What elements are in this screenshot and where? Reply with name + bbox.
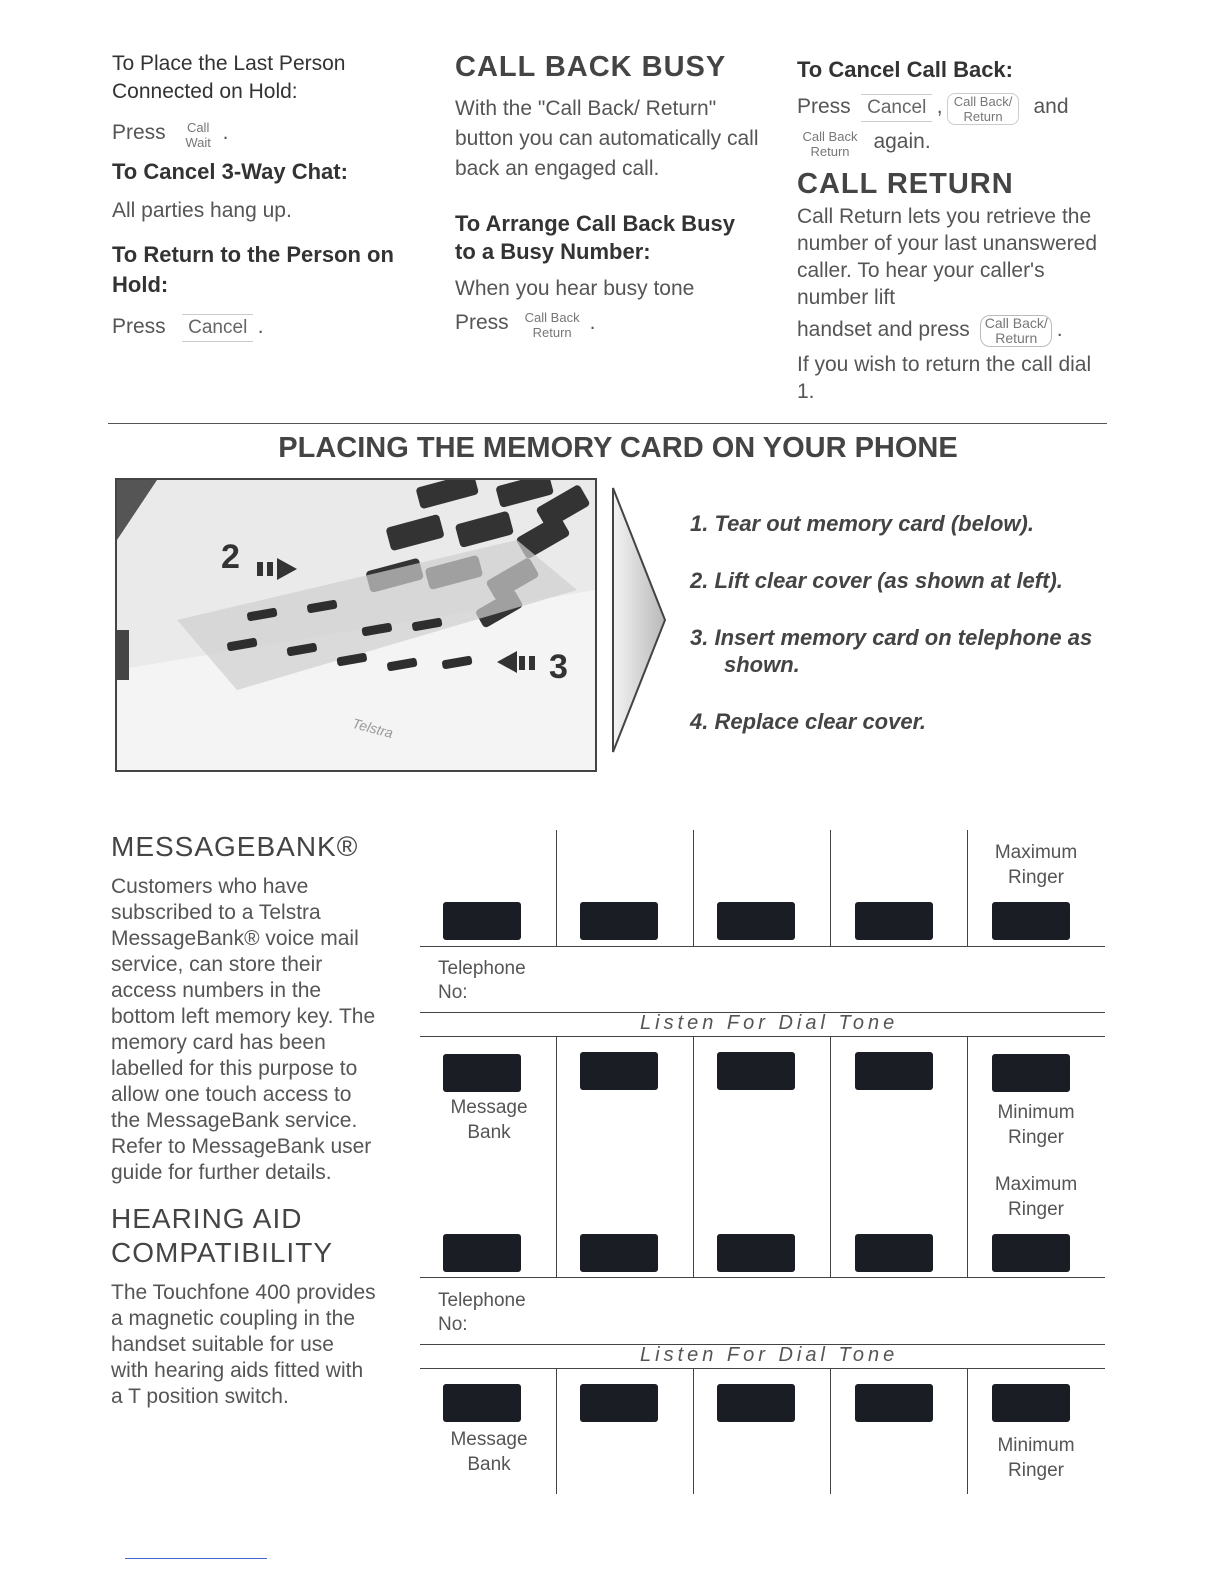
minimum-ringer-label-1: Minimum Ringer [997, 1102, 1075, 1148]
message-label: Message [450, 1097, 528, 1118]
step-1: 1. Tear out memory card (below). [690, 511, 1034, 536]
memory-key-12 [580, 1234, 658, 1272]
messagebank-title: MESSAGEBANK® [111, 831, 359, 862]
call-back-return-key-3: Call Back/ Return [980, 315, 1052, 347]
call-back-return-key-1: Call Back/ Return [947, 93, 1019, 125]
memory-card [420, 830, 1105, 1510]
memory-key-18 [717, 1384, 795, 1422]
section-divider [108, 423, 1107, 424]
call-back-busy-title: CALL BACK BUSY [455, 51, 727, 83]
comma: , [936, 95, 943, 118]
again-text: again. [873, 129, 931, 153]
call-back-busy-intro: With the "Call Back/ Return" button you can automatically call back an engaged call. [455, 97, 759, 180]
step-3: 3. Insert memory card on telephone as shown. [690, 625, 1093, 677]
memory-key-3 [717, 902, 795, 940]
step-2-marker: 2 [221, 538, 240, 576]
hearing-aid-title: HEARING AID COMPATIBILITY [111, 1203, 333, 1268]
call-return-text: Call Return lets you retrieve the number of your last unanswered caller. To hear your caller's number lift [797, 204, 1097, 309]
heading-return-on-hold: To Return to the Person on Hold: [112, 241, 394, 297]
arrow-shape [610, 485, 670, 755]
call-back-return-key: Call Back Return [524, 309, 580, 340]
listen-dial-tone-2: Listen For Dial Tone [640, 1344, 899, 1366]
call-back-again-line [797, 127, 1107, 159]
memory-key-8 [717, 1052, 795, 1090]
memory-key-15 [992, 1234, 1070, 1272]
message-bank-label-1 [434, 1095, 544, 1145]
listen-dial-tone-1: Listen For Dial Tone [640, 1012, 899, 1034]
message-label: Message [450, 1429, 528, 1450]
press-cancel-call-back-line [797, 92, 1107, 125]
memory-key-4 [855, 902, 933, 940]
memory-key-16 [443, 1384, 521, 1422]
hold-instructions [112, 50, 412, 342]
and-text: and [1033, 95, 1069, 118]
call-back-busy-section [455, 50, 765, 340]
telephone-label-1: Telephone [438, 958, 526, 979]
period: . [222, 121, 229, 144]
call-wait-key: Call Wait [185, 119, 211, 150]
minimum-ringer-label-2: Minimum Ringer [997, 1435, 1075, 1481]
memory-key-6 [443, 1054, 521, 1092]
memory-key-7 [580, 1052, 658, 1090]
memory-key-11 [443, 1234, 521, 1272]
call-return-title: CALL RETURN [797, 167, 1014, 200]
telephone-no-label-2: No: [438, 1314, 468, 1335]
period: . [257, 314, 264, 338]
telephone-no-label-1: No: [438, 982, 468, 1003]
memory-key-20 [992, 1384, 1070, 1422]
telephone-label-2: Telephone [438, 1290, 526, 1311]
return-call-text: If you wish to return the call dial 1. [797, 353, 1092, 404]
press-text-2: Press [112, 314, 166, 338]
memory-key-14 [855, 1234, 933, 1272]
press-cancel-line [112, 312, 412, 342]
heading-cancel-3way: To Cancel 3-Way Chat: [112, 158, 348, 184]
handset-text: handset and press [797, 317, 970, 341]
memory-key-13 [717, 1234, 795, 1272]
memory-key-17 [580, 1384, 658, 1422]
bank-label: Bank [467, 1454, 511, 1475]
step-4: 4. Replace clear cover. [690, 709, 927, 734]
heading-arrange-call-back: To Arrange Call Back Busy to a Busy Number: [455, 211, 735, 264]
memory-key-1 [443, 902, 521, 940]
memory-key-10 [992, 1054, 1070, 1092]
message-bank-label-2 [434, 1427, 544, 1477]
cancel-key: Cancel [182, 314, 253, 342]
press-call-back-line [455, 308, 765, 340]
step-3-marker: 3 [549, 648, 568, 686]
maximum-ringer-label: Maximum Ringer [994, 842, 1078, 888]
press-text: Press [112, 121, 166, 144]
memory-card-title: PLACING THE MEMORY CARD ON YOUR PHONE [278, 432, 958, 464]
hearing-aid-text: The Touchfone 400 provides a magnetic coupling in the handset suitable for use with hearing aids fitted with a T position switch. [111, 1281, 376, 1408]
busy-tone-text: When you hear busy tone [455, 277, 695, 300]
period: . [1056, 317, 1063, 341]
handset-press-line [797, 315, 1107, 348]
maximum-ringer-label-2: Maximum Ringer [994, 1174, 1078, 1220]
press-call-wait-line [112, 118, 412, 150]
memory-card-steps [690, 510, 1120, 765]
messagebank-section [111, 830, 381, 1410]
step-2: 2. Lift clear cover (as shown at left). [690, 568, 1063, 593]
memory-key-19 [855, 1384, 933, 1422]
bank-label: Bank [467, 1122, 511, 1143]
messagebank-text: Customers who have subscribed to a Telstra MessageBank® voice mail service, can store their access numbers in the bottom left memory key. The memory card has been labelled for this purpose to allow one touch access to the MessageBank service. Refer to MessageBank user guide for further details. [111, 875, 376, 1184]
memory-key-5 [992, 902, 1070, 940]
period: . [589, 311, 596, 334]
phone-illustration [115, 478, 597, 772]
call-return-section [797, 50, 1107, 405]
call-back-return-key-2: Call Back Return [802, 128, 858, 159]
footer-line [125, 1558, 267, 1559]
press-text: Press [455, 311, 509, 334]
press-text: Press [797, 95, 851, 118]
heading-place-on-hold: To Place the Last Person Connected on Hold: [112, 52, 346, 103]
telstra-brand: Telstra [350, 714, 395, 742]
heading-cancel-call-back: To Cancel Call Back: [797, 57, 1013, 82]
text-hang-up: All parties hang up. [112, 198, 292, 222]
memory-key-2 [580, 902, 658, 940]
memory-key-9 [855, 1052, 933, 1090]
cancel-key: Cancel [861, 94, 932, 122]
